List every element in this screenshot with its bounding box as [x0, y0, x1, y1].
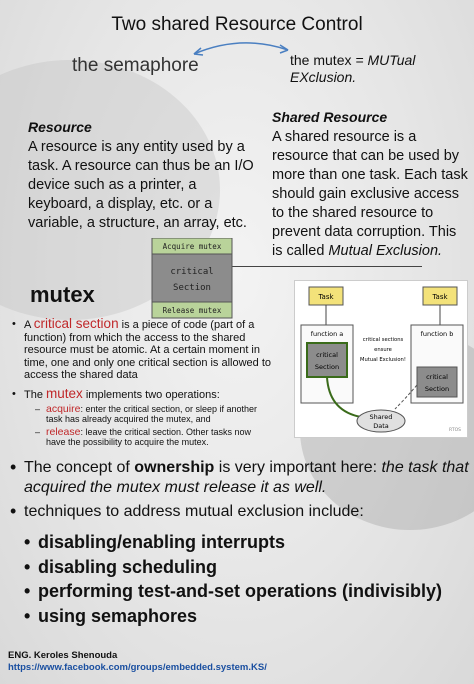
bullet-text: implements two operations:	[85, 388, 220, 401]
release-term: release	[46, 426, 81, 438]
shared-data-label: Shared	[369, 413, 393, 421]
mutex-expansion: = MUTual	[355, 52, 416, 68]
mutual-exclusion-term: Mutual Exclusion.	[328, 243, 443, 259]
list-item	[10, 318, 272, 382]
mutex-definition	[290, 52, 470, 86]
shared-data-label: Data	[373, 422, 389, 430]
critical-section-term: critical section	[33, 316, 119, 331]
double-arrow-icon	[186, 36, 296, 58]
critical-section-a	[307, 343, 347, 377]
function-a-label: function a	[310, 330, 344, 338]
shared-resource-section	[272, 108, 468, 261]
bullet-text: is a piece of code (part of a function) from which the access to the shared resource must be atomic. At a certain moment in time, one and only one critical section is allowed to access the shared data	[24, 319, 272, 381]
shared-resource-heading: Shared Resource	[272, 109, 388, 125]
function-b-label: function b	[420, 330, 454, 338]
resource-heading: Resource	[28, 119, 92, 135]
mutex-bullets	[10, 318, 272, 453]
list-item	[24, 404, 272, 424]
cs-b-label: Section	[424, 385, 450, 393]
note-label: Mutual Exclusion!	[360, 357, 406, 363]
mutex-term: mutex	[46, 385, 83, 401]
resource-section	[28, 118, 260, 233]
bullet-text: The concept of	[24, 459, 135, 476]
note-label: critical sections	[362, 337, 404, 343]
mutex-expansion-2: EXclusion.	[290, 69, 357, 85]
technique-item: • disabling/enabling interrupts	[24, 530, 442, 555]
technique-item: • performing test-and-set operations (indivisibly)	[24, 579, 442, 604]
resource-body: A resource is any entity used by a task. A resource can thus be an I/O device such as a printer, a keyboard, a display, etc. or a variable, a structure, an array, etc.	[28, 139, 254, 231]
bullet-text: A	[24, 319, 31, 331]
techniques-intro: techniques to address mutual exclusion include:	[24, 503, 364, 520]
acquire-text: : enter the critical section, or sleep if another task has already acquired the mutex, and	[46, 404, 258, 424]
task-b-label: Task	[432, 293, 448, 301]
list-item	[10, 458, 470, 498]
list-item	[10, 502, 470, 522]
technique-item: • using semaphores	[24, 604, 442, 629]
mutual-exclusion-diagram	[294, 280, 468, 438]
facebook-link[interactable]: https://www.facebook.com/groups/embedded.system.KS/	[8, 662, 267, 673]
shared-resource-body: A shared resource is a resource that can be used by more than one task. Each task should gain exclusive access to the shared resource to prevent data corruption. This is called	[272, 129, 468, 259]
author-name: ENG. Keroles Shenouda	[8, 650, 118, 661]
cs-a-label: critical	[316, 351, 338, 359]
release-text: : leave the critical section. Other tasks now have the possibility to acquire the mutex.	[46, 427, 252, 447]
cs-b-label: critical	[426, 373, 448, 381]
semaphore-topic: the semaphore	[72, 55, 199, 76]
technique-item: • disabling scheduling	[24, 555, 442, 580]
mutex-heading: mutex	[30, 282, 95, 307]
techniques-list	[24, 530, 442, 628]
note-label: ensure	[374, 347, 392, 353]
acquire-mutex-label: Acquire mutex	[162, 242, 222, 251]
release-mutex-label: Release mutex	[162, 306, 222, 315]
divider	[232, 266, 422, 267]
watermark: RTOS	[449, 428, 461, 433]
list-item	[10, 385, 272, 448]
task-a-label: Task	[318, 293, 334, 301]
cs-a-label: Section	[314, 363, 340, 371]
ownership-bullets	[10, 458, 470, 526]
footer	[8, 650, 267, 674]
page-title: Two shared Resource Control	[111, 14, 363, 35]
critical-label: critical	[170, 267, 214, 277]
ownership-term: ownership	[134, 459, 215, 476]
mutex-topic: the mutex	[290, 52, 352, 68]
ownership-rule: the task that acquired the mutex must release it as well.	[24, 459, 469, 496]
bullet-text: The	[24, 388, 43, 401]
acquire-term: acquire	[46, 403, 81, 415]
bullet-text: is very important here:	[214, 459, 382, 476]
section-label: Section	[173, 283, 211, 293]
list-item	[24, 427, 272, 447]
critical-section-illustration	[150, 238, 234, 320]
